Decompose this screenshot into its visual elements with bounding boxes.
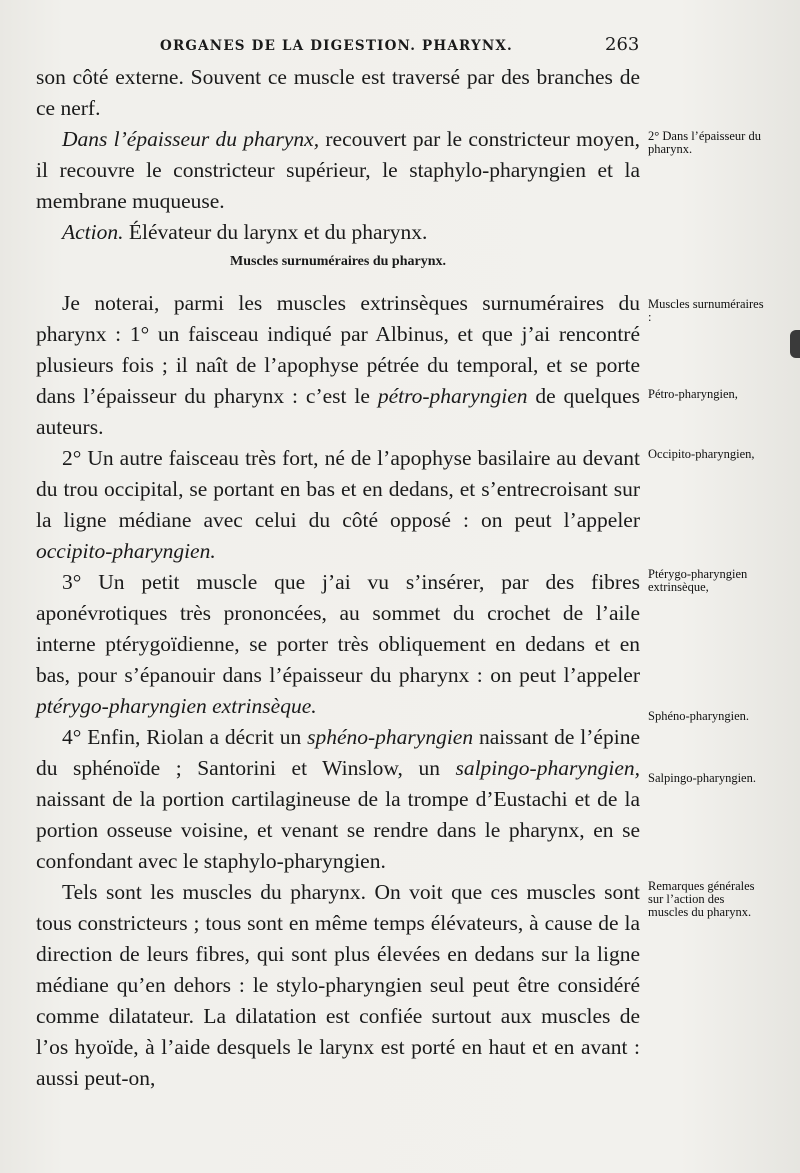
page-number: 263 [605,34,640,55]
page-header [150,34,650,58]
paragraph: 4° Enfin, Riolan a décrit un sphéno-pharyngien naissant de l’épine du sphénoïde ; Santorini et Winslow, un salpingo-pharyngien, naissant de la portion cartilagineuse de la trompe d’Eustachi et de la portion osseuse voisine, et venant se rendre dans le pharynx, en se confondant avec le staphylo-pharyngien. [36,725,640,873]
main-text [36,62,640,1094]
page-edge-mark [790,330,800,358]
running-title: ORGANES DE LA DIGESTION. PHARYNX. [160,38,513,54]
paragraph: 3° Un petit muscle que j’ai vu s’insérer, par des fibres aponévrotiques très prononcées, au sommet du crochet de l’aile interne ptérygoïdienne, se porter très obliquement en dedans et en bas, pour s’épanouir dans l’épaisseur du pharynx : on peut l’appeler ptérygo-pharyngien extrinsèque. [36,570,640,718]
paragraph: 2° Un autre faisceau très fort, né de l’apophyse basilaire au devant du trou occipital, se portant en bas et en dedans, et s’entrecroisant sur la ligne médiane avec celui du côté opposé : on peut l’appeler occipito-pharyngien. [36,446,640,563]
paragraph: son côté externe. Souvent ce muscle est traversé par des branches de ce nerf. [36,65,640,120]
paragraph: Dans l’épaisseur du pharynx, recouvert par le constricteur moyen, il recouvre le constricteur supérieur, le staphylo-pharyngien et la membrane muqueuse. [36,127,641,213]
margin-note: Occipito-pharyngien, [648,447,755,461]
paragraph: Je noterai, parmi les muscles extrinsèques surnuméraires du pharynx : 1° un faisceau indiqué par Albinus, et que j’ai rencontré plusieurs fois ; il naît de l’apophyse pétrée du temporal, et se porte dans l’épaisseur du pharynx : c’est le pétro-pharyngien de quelques auteurs. [36,291,640,439]
paragraph: Action. Élévateur du larynx et du pharynx. [62,220,428,244]
margin-note: Ptérygo-pharyngien extrinsèque, [648,567,748,594]
margin-note: Remarques générales sur l’action des muscles du pharynx. [648,879,755,919]
paragraph: Tels sont les muscles du pharynx. On voit que ces muscles sont tous constricteurs ; tous sont en même temps élévateurs, à cause de la direction de leurs fibres, qui sont plus élevées en dedans sur la ligne médiane qu’en dehors : le stylo-pharyngien seul peut être considéré comme dilatateur. La dilatation est confiée surtout aux muscles de l’os hyoïde, à l’aide desquels le larynx est porté en haut et en avant : aussi peut-on, [36,880,640,1090]
section-heading: Muscles surnuméraires du pharynx. [230,254,446,269]
margin-note: Salpingo-pharyngien. [648,771,756,785]
margin-note: 2° Dans l’épaisseur du pharynx. [648,129,761,156]
margin-note: Sphéno-pharyngien. [648,709,750,723]
margin-note: Pétro-pharyngien, [648,387,738,401]
margin-note: Muscles surnuméraires : [648,297,764,324]
